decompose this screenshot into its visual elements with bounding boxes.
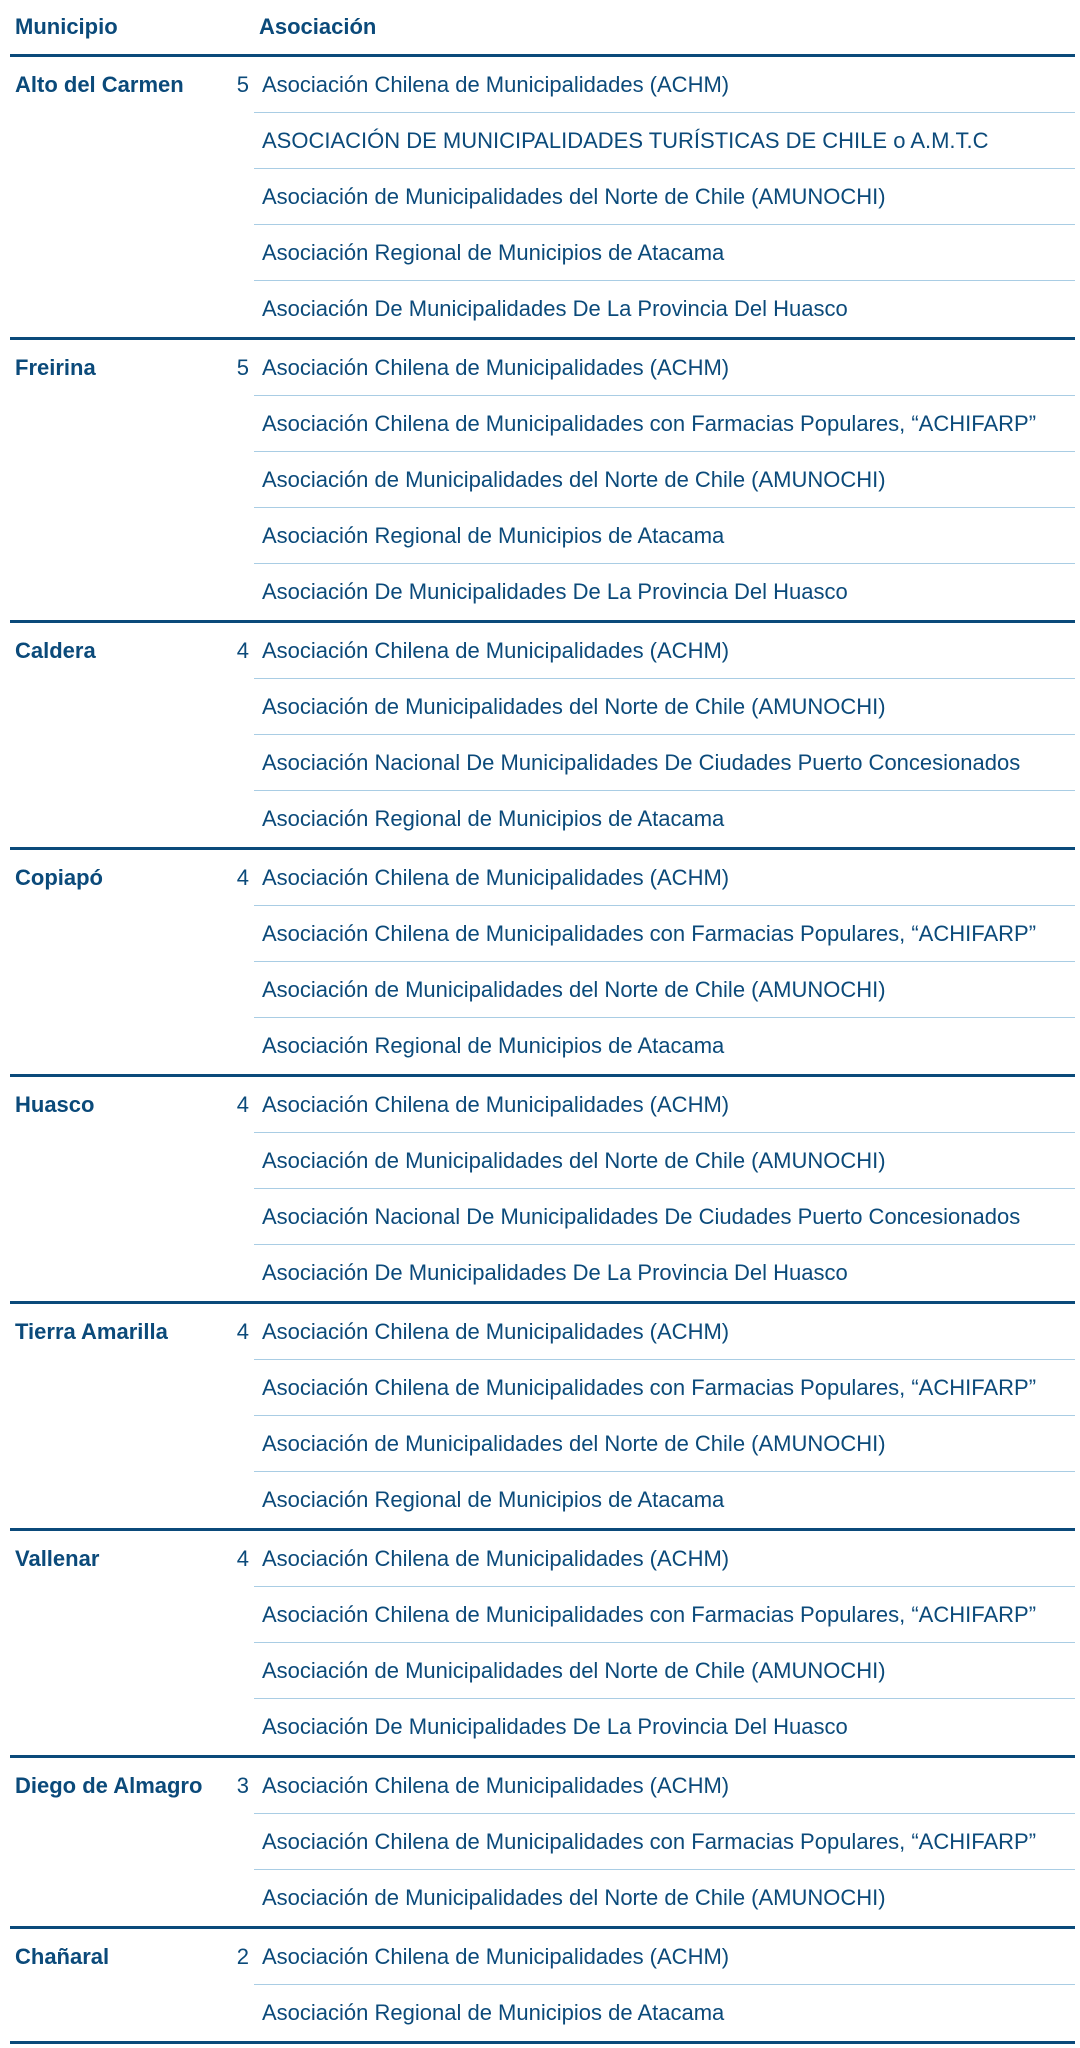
municipio-name: Vallenar bbox=[15, 1546, 100, 1571]
asociacion-item: Asociación de Municipalidades del Norte de Chile (AMUNOCHI) bbox=[254, 1643, 1075, 1699]
municipio-group bbox=[10, 1929, 1075, 2044]
asociacion-item: Asociación De Municipalidades De La Provincia Del Huasco bbox=[262, 296, 848, 321]
municipio-name: Copiapó bbox=[15, 865, 103, 890]
municipio-group bbox=[10, 340, 1075, 623]
asociacion-count: 4 bbox=[236, 638, 249, 663]
table-header bbox=[10, 0, 1075, 57]
asociacion-count: 4 bbox=[236, 865, 249, 890]
asociacion-item: Asociación Chilena de Municipalidades (ACHM) bbox=[254, 1077, 1075, 1133]
municipio-group bbox=[10, 1304, 1075, 1531]
municipio-name: Diego de Almagro bbox=[15, 1773, 203, 1798]
asociacion-item: Asociación de Municipalidades del Norte de Chile (AMUNOCHI) bbox=[254, 962, 1075, 1018]
asociacion-item: Asociación de Municipalidades del Norte de Chile (AMUNOCHI) bbox=[254, 169, 1075, 225]
asociacion-item: Asociación de Municipalidades del Norte de Chile (AMUNOCHI) bbox=[254, 452, 1075, 508]
asociacion-count: 2 bbox=[236, 1944, 249, 1969]
municipio-group bbox=[10, 623, 1075, 850]
asociacion-item: Asociación Regional de Municipios de Atacama bbox=[262, 806, 725, 831]
asociacion-item: Asociación De Municipalidades De La Provincia Del Huasco bbox=[262, 579, 848, 604]
asociacion-item: Asociación Chilena de Municipalidades con Farmacias Populares, “ACHIFARP” bbox=[254, 396, 1075, 452]
asociacion-count: 4 bbox=[236, 1092, 249, 1117]
asociacion-item: Asociación Chilena de Municipalidades con Farmacias Populares, “ACHIFARP” bbox=[254, 906, 1075, 962]
asociacion-item: Asociación Chilena de Municipalidades con Farmacias Populares, “ACHIFARP” bbox=[254, 1814, 1075, 1870]
asociacion-item: Asociación Chilena de Municipalidades (ACHM) bbox=[254, 57, 1075, 113]
asociacion-item: Asociación de Municipalidades del Norte de Chile (AMUNOCHI) bbox=[254, 1133, 1075, 1189]
asociacion-count: 5 bbox=[236, 355, 249, 380]
asociacion-count: 4 bbox=[236, 1319, 249, 1344]
municipio-group bbox=[10, 1531, 1075, 1758]
asociacion-list bbox=[254, 1758, 1075, 1926]
asociacion-item: Asociación De Municipalidades De La Provincia Del Huasco bbox=[262, 1260, 848, 1285]
municipio-group bbox=[10, 57, 1075, 340]
asociacion-list bbox=[254, 1531, 1075, 1755]
asociacion-item: Asociación Chilena de Municipalidades (ACHM) bbox=[254, 623, 1075, 679]
asociacion-list bbox=[254, 57, 1075, 337]
asociacion-item: Asociación Chilena de Municipalidades con Farmacias Populares, “ACHIFARP” bbox=[254, 1587, 1075, 1643]
municipio-name: Chañaral bbox=[15, 1944, 110, 1969]
asociacion-item: Asociación Chilena de Municipalidades (ACHM) bbox=[254, 340, 1075, 396]
asociacion-item: Asociación Regional de Municipios de Atacama bbox=[262, 2000, 725, 2025]
asociacion-item: Asociación de Municipalidades del Norte de Chile (AMUNOCHI) bbox=[254, 679, 1075, 735]
asociacion-list bbox=[254, 1077, 1075, 1301]
asociacion-item: Asociación Chilena de Municipalidades (ACHM) bbox=[254, 1929, 1075, 1985]
asociacion-item: ASOCIACIÓN DE MUNICIPALIDADES TURÍSTICAS DE CHILE o A.M.T.C bbox=[254, 113, 1075, 169]
asociacion-list bbox=[254, 1304, 1075, 1528]
asociacion-item: Asociación Chilena de Municipalidades (ACHM) bbox=[254, 850, 1075, 906]
municipio-name: Freirina bbox=[15, 355, 96, 380]
header-asociacion: Asociación bbox=[259, 14, 377, 39]
asociacion-list bbox=[254, 340, 1075, 620]
asociacion-count: 4 bbox=[236, 1546, 249, 1571]
municipio-group bbox=[10, 850, 1075, 1077]
municipio-name: Tierra Amarilla bbox=[15, 1319, 168, 1344]
asociacion-item: Asociación Regional de Municipios de Atacama bbox=[262, 1487, 725, 1512]
asociacion-item: Asociación de Municipalidades del Norte de Chile (AMUNOCHI) bbox=[254, 1416, 1075, 1472]
asociacion-item: Asociación Chilena de Municipalidades (ACHM) bbox=[254, 1531, 1075, 1587]
asociacion-item: Asociación Chilena de Municipalidades (ACHM) bbox=[254, 1758, 1075, 1814]
municipio-group bbox=[10, 1758, 1075, 1929]
asociacion-item: Asociación Nacional De Municipalidades De Ciudades Puerto Concesionados bbox=[254, 1189, 1075, 1245]
asociacion-item: Asociación De Municipalidades De La Provincia Del Huasco bbox=[262, 1714, 848, 1739]
asociacion-list bbox=[254, 623, 1075, 847]
asociacion-item: Asociación de Municipalidades del Norte de Chile (AMUNOCHI) bbox=[262, 1885, 886, 1910]
asociacion-item: Asociación Regional de Municipios de Atacama bbox=[262, 1033, 725, 1058]
asociacion-item: Asociación Regional de Municipios de Atacama bbox=[254, 508, 1075, 564]
asociacion-item: Asociación Chilena de Municipalidades con Farmacias Populares, “ACHIFARP” bbox=[254, 1360, 1075, 1416]
table-body bbox=[10, 57, 1075, 2044]
municipio-name: Caldera bbox=[15, 638, 96, 663]
header-municipio: Municipio bbox=[15, 14, 118, 39]
asociacion-list bbox=[254, 850, 1075, 1074]
asociacion-item: Asociación Chilena de Municipalidades (ACHM) bbox=[254, 1304, 1075, 1360]
municipio-group bbox=[10, 1077, 1075, 1304]
asociacion-item: Asociación Nacional De Municipalidades De Ciudades Puerto Concesionados bbox=[254, 735, 1075, 791]
municipio-name: Huasco bbox=[15, 1092, 95, 1117]
municipio-name: Alto del Carmen bbox=[15, 72, 184, 97]
asociacion-item: Asociación Regional de Municipios de Atacama bbox=[254, 225, 1075, 281]
asociacion-count: 5 bbox=[236, 72, 249, 97]
asociacion-list bbox=[254, 1929, 1075, 2041]
asociacion-count: 3 bbox=[236, 1773, 249, 1798]
